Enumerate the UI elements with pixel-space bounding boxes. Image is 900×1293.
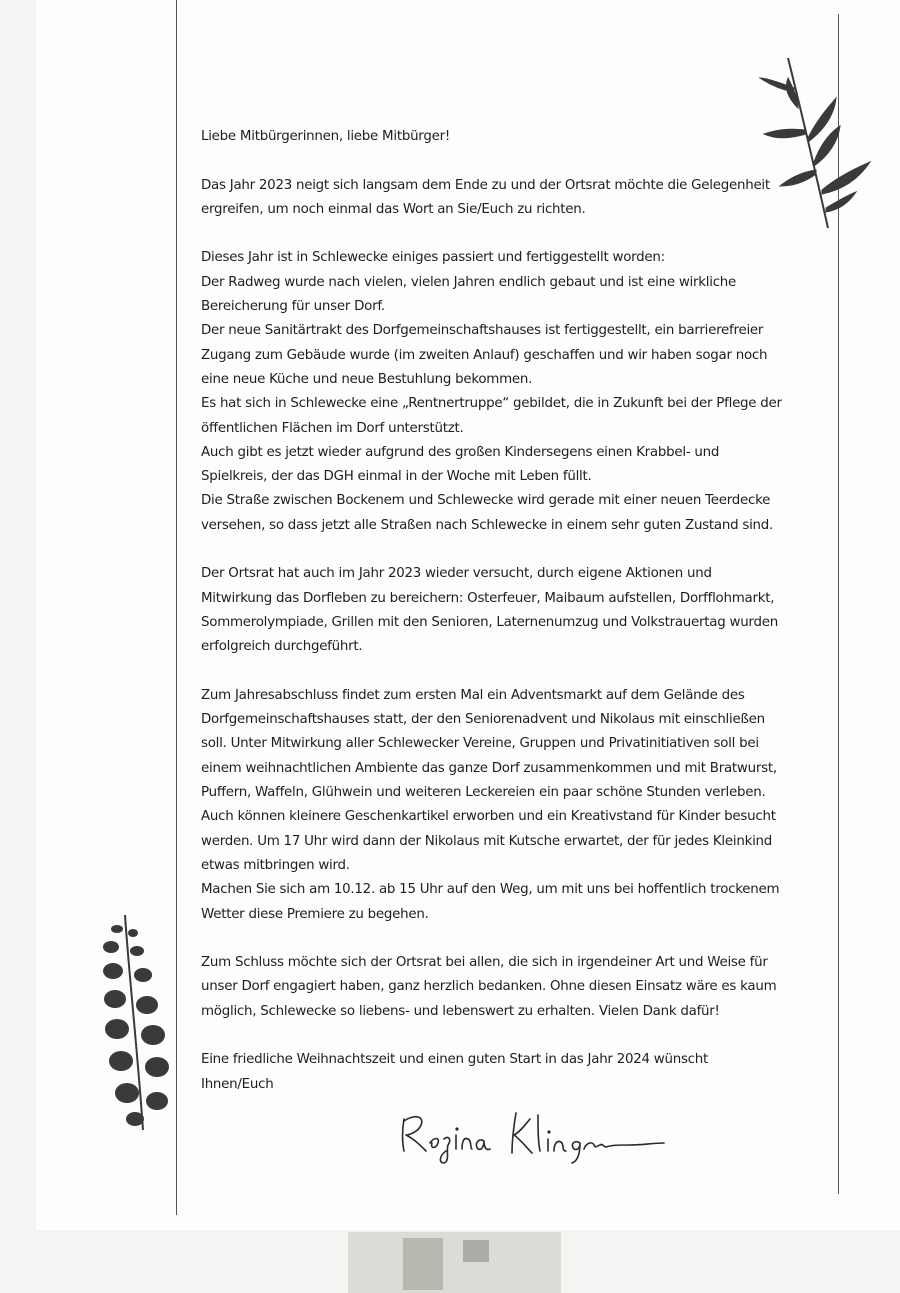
- text-line: etwas mitbringen wird.: [201, 857, 350, 873]
- text-line: Der neue Sanitärtrakt des Dorfgemeinschaftshauses ist fertiggestellt, ein barrierefreier: [201, 323, 764, 339]
- letter-body: [201, 125, 831, 1121]
- paragraph-thanks: [201, 951, 831, 1024]
- text-line: Puffern, Waffeln, Glühwein und weiteren Leckereien ein paar schöne Stunden verleben.: [201, 785, 766, 801]
- text-line: Spielkreis, der das DGH einmal in der Woche mit Leben füllt.: [201, 469, 592, 485]
- paragraph-intro: [201, 174, 831, 223]
- text-line: Auch gibt es jetzt wieder aufgrund des großen Kindersegens einen Krabbel- und: [201, 444, 720, 460]
- text-line: Das Jahr 2023 neigt sich langsam dem Ende zu und der Ortsrat möchte die Gelegenheit: [201, 177, 770, 193]
- text-line: einem weihnachtlichen Ambiente das ganze Dorf zusammenkommen und mit Bratwurst,: [201, 760, 777, 776]
- closing-line: Ihnen/Euch: [201, 1076, 274, 1092]
- left-margin-line: [176, 0, 177, 1215]
- salutation: [201, 125, 831, 149]
- text-line: Bereicherung für unser Dorf.: [201, 299, 385, 315]
- salutation-text: Liebe Mitbürgerinnen, liebe Mitbürger!: [201, 129, 450, 144]
- text-line: Es hat sich in Schlewecke eine „Rentnertruppe“ gebildet, die in Zukunft bei der Pflege der: [201, 396, 782, 412]
- paragraph-achievements: [201, 246, 831, 538]
- text-line: Zugang zum Gebäude wurde (im zweiten Anlauf) geschaffen und wir haben sogar noch: [201, 347, 768, 363]
- scanned-edge-fragment: [348, 1232, 561, 1293]
- paragraph-activities: [201, 562, 831, 659]
- text-line: Dieses Jahr ist in Schlewecke einiges passiert und fertiggestellt worden:: [201, 250, 665, 266]
- eucalyptus-decoration-bottom-icon: [95, 915, 175, 1130]
- closing: [201, 1048, 831, 1097]
- text-line: Der Ortsrat hat auch im Jahr 2023 wieder versucht, durch eigene Aktionen und: [201, 566, 712, 582]
- text-line: soll. Unter Mitwirkung aller Schlewecker Vereine, Gruppen und Privatinitiativen soll bei: [201, 736, 759, 752]
- paragraph-adventsmarkt: [201, 684, 831, 927]
- text-line: Mitwirkung das Dorfleben zu bereichern: Osterfeuer, Maibaum aufstellen, Dorfflohmarkt,: [201, 590, 775, 606]
- text-line: unser Dorf engagiert haben, ganz herzlich bedanken. Ohne diesen Einsatz wäre es kaum: [201, 979, 777, 995]
- text-line: Machen Sie sich am 10.12. ab 15 Uhr auf den Weg, um mit uns bei hoffentlich trockenem: [201, 882, 780, 898]
- text-line: eine neue Küche und neue Bestuhlung bekommen.: [201, 371, 533, 387]
- text-line: versehen, so dass jetzt alle Straßen nach Schlewecke in einem sehr guten Zustand sind.: [201, 517, 774, 533]
- text-line: Zum Jahresabschluss findet zum ersten Mal ein Adventsmarkt auf dem Gelände des: [201, 687, 745, 703]
- text-line: Sommerolympiade, Grillen mit den Senioren, Laternenumzug und Volkstrauertag wurden: [201, 614, 778, 630]
- text-line: Dorfgemeinschaftshauses statt, der den Seniorenadvent und Nikolaus mit einschließen: [201, 712, 765, 728]
- text-line: möglich, Schlewecke so liebens- und lebenswert zu erhalten. Vielen Dank dafür!: [201, 1003, 720, 1019]
- text-line: Der Radweg wurde nach vielen, vielen Jahren endlich gebaut und ist eine wirkliche: [201, 274, 737, 290]
- text-line: ergreifen, um noch einmal das Wort an Sie/Euch zu richten.: [201, 201, 586, 217]
- closing-line: Eine friedliche Weihnachtszeit und einen guten Start in das Jahr 2024 wünscht: [201, 1052, 709, 1068]
- text-line: Auch können kleinere Geschenkartikel erworben und ein Kreativstand für Kinder besucht: [201, 809, 776, 825]
- text-line: werden. Um 17 Uhr wird dann der Nikolaus mit Kutsche erwartet, der für jedes Kleinkind: [201, 833, 773, 849]
- text-line: öffentlichen Flächen im Dorf unterstützt.: [201, 420, 464, 436]
- handwritten-signature: [398, 1105, 668, 1165]
- text-line: Die Straße zwischen Bockenem und Schlewecke wird gerade mit einer neuen Teerdecke: [201, 493, 771, 509]
- text-line: erfolgreich durchgeführt.: [201, 639, 363, 655]
- text-line: Wetter diese Premiere zu begehen.: [201, 906, 429, 922]
- text-line: Zum Schluss möchte sich der Ortsrat bei allen, die sich in irgendeiner Art und Weise für: [201, 955, 768, 971]
